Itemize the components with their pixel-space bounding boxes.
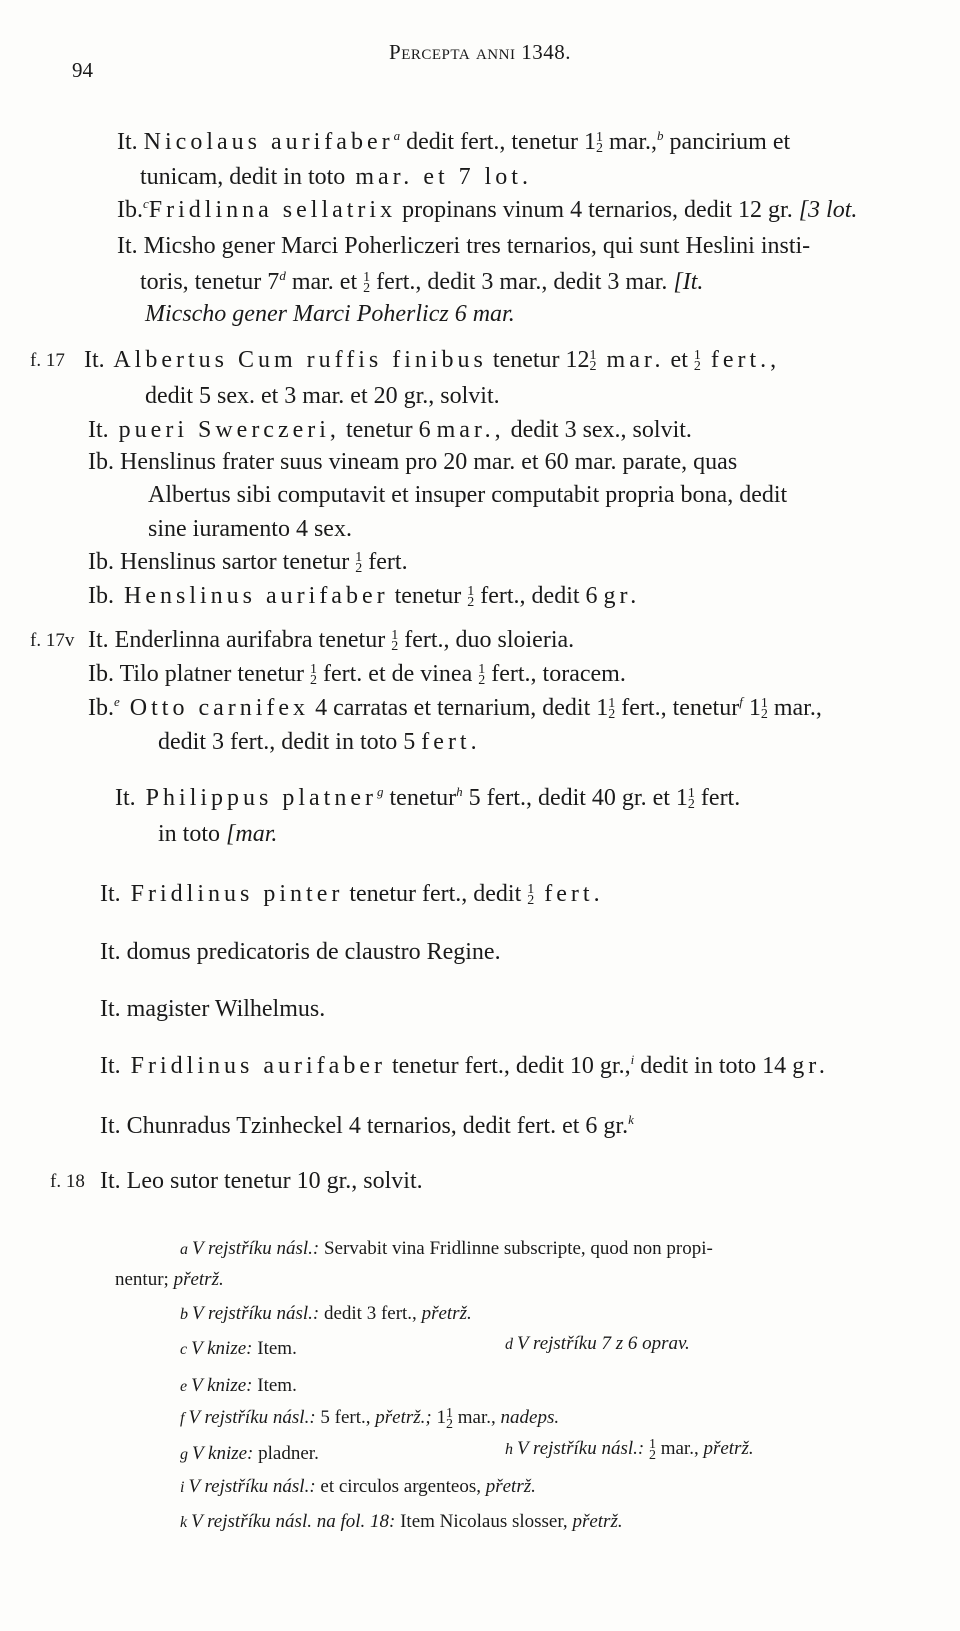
page-number: 94 <box>72 58 93 82</box>
header-title: Percepta anni <box>389 40 516 64</box>
text-line: Ib.$^c$Fridlinna sellatrix propinans vinum 4 ternarios, dedit 12 gr. [3 lot. <box>117 196 858 223</box>
folio-marker: f. 18 <box>50 1171 85 1192</box>
footnote-c: c V knize: Item. <box>180 1338 297 1359</box>
folio-marker: f. 17v <box>30 630 75 651</box>
running-header <box>0 40 960 65</box>
text-line: It. pueri Swerczeri, tenetur 6 mar., dedit 3 sex., solvit. <box>88 417 692 443</box>
footnote-b: b V rejstříku násl.: dedit 3 fert., přetrž. <box>180 1303 472 1324</box>
text-line: tunicam, dedit in toto mar. et 7 lot. <box>140 164 532 190</box>
text-line: dedit 5 sex. et 3 mar. et 20 gr., solvit. <box>145 383 500 409</box>
text-line: It. Micsho gener Marci Poherliczeri tres ternarios, qui sunt Heslini insti- <box>117 233 811 259</box>
text-line: Albertus sibi computavit et insuper computabit propria bona, dedit <box>148 482 788 508</box>
text-line: Ib.$^e$ Otto carnifex 4 carratas et ternarium, dedit 1 1 2 fert., tenetur$^f$ 1 1 2 mar., <box>88 694 822 723</box>
text-line: It. Leo sutor tenetur 10 gr., solvit. <box>100 1168 423 1194</box>
text-line: in toto [mar. <box>158 821 278 847</box>
header-year: 1348. <box>521 40 571 64</box>
text-line: It. Philippus platner$^g$ tenetur$^h$ 5 fert., dedit 40 gr. et 1 1 2 fert. <box>115 784 741 813</box>
text-line: sine iuramento 4 sex. <box>148 516 352 542</box>
text-line: It. domus predicatoris de claustro Regine. <box>100 939 501 965</box>
footnote-a: a V rejstříku násl.: Servabit vina Fridlinne subscripte, quod non propi- <box>180 1238 713 1259</box>
footnote-e: e V knize: Item. <box>180 1375 297 1396</box>
footnote-h: h V rejstříku násl.: 1 2 mar., přetrž. <box>505 1436 754 1463</box>
footnote-d: d V rejstříku 7 z 6 oprav. <box>505 1333 690 1354</box>
footnote-a-cont: nentur; přetrž. <box>115 1269 224 1290</box>
text-line: It. Fridlinus aurifaber tenetur fert., dedit 10 gr.,$^i$ dedit in toto 14 gr. <box>100 1052 829 1079</box>
footnote-g: g V knize: pladner. <box>180 1443 319 1464</box>
footnote-f: f V rejstříku násl.: 5 fert., přetrž.; 1 1 2 mar., nadeps. <box>180 1405 560 1432</box>
footnote-k: k V rejstříku násl. na fol. 18: Item Nicolaus slosser, přetrž. <box>180 1511 623 1532</box>
text-line: dedit 3 fert., dedit in toto 5 fert. <box>158 729 481 755</box>
text-line: Ib. Henslinus aurifaber tenetur 1 2 fert., dedit 6 gr. <box>88 583 641 611</box>
text-line: toris, tenetur 7$^d$ mar. et 1 2 fert., dedit 3 mar., dedit 3 mar. [It. <box>140 268 704 297</box>
footnote-i: i V rejstříku násl.: et circulos argenteos, přetrž. <box>180 1476 536 1497</box>
text-line: It. Albertus Cum ruffis finibus tenetur 12 1 2 mar. et 1 2 fert., <box>84 347 781 375</box>
folio-marker: f. 17 <box>30 350 65 371</box>
text-line: It. Enderlinna aurifabra tenetur 1 2 fert., duo sloieria. <box>88 627 575 655</box>
text-line: It. Chunradus Tzinheckel 4 ternarios, dedit fert. et 6 gr.$^k$ <box>100 1112 634 1139</box>
text-line: Ib. Henslinus sartor tenetur 1 2 fert. <box>88 549 408 577</box>
text-line: Ib. Henslinus frater suus vineam pro 20 mar. et 60 mar. parate, quas <box>88 449 738 475</box>
text-line: It. magister Wilhelmus. <box>100 996 326 1022</box>
text-line: It. Fridlinus pinter tenetur fert., dedit 1 2 fert. <box>100 881 604 909</box>
text-line: It. Nicolaus aurifaber$^a$ dedit fert., tenetur 1 1 2 mar.,$^b$ pancirium et <box>117 128 791 157</box>
text-line: Ib. Tilo platner tenetur 1 2 fert. et de vinea 1 2 fert., toracem. <box>88 661 626 689</box>
text-line: Micscho gener Marci Poherlicz 6 mar. <box>145 301 515 327</box>
